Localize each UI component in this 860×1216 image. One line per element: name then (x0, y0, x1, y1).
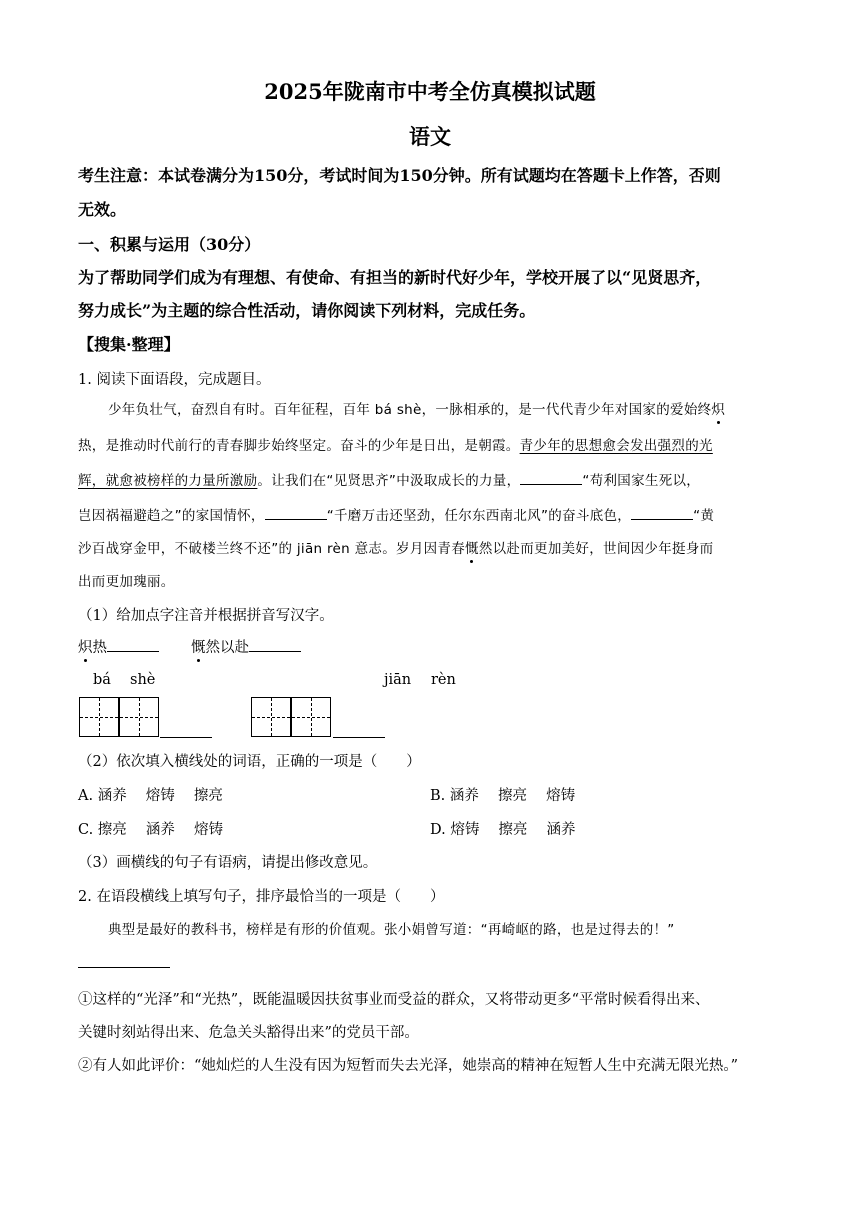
grid-underline-1 (160, 737, 212, 738)
passage-line-6: 出而更加瑰丽。 (78, 574, 175, 590)
q2-item-1b: 关键时刻站得出来、危急关头豁得出来”的党员干部。 (78, 1025, 419, 1041)
passage-line-5 (78, 537, 713, 557)
dotted-char-chi-2: 炽 (78, 640, 93, 656)
passage-line-5-end: 然以赴而更加美好，世间因少年挺身而 (478, 541, 714, 557)
section-intro-1: 为了帮助同学们成为有理想、有使命、有担当的新时代好少年，学校开展了以“见贤思齐， (78, 268, 712, 287)
q2-item-2: ②有人如此评价：“她灿烂的人生没有因为短暂而失去光泽，她崇高的精神在短暂人生中充满无限光热。” (78, 1058, 739, 1074)
writing-grid-3[interactable] (251, 697, 291, 737)
q2-passage: 典型是最好的教科书，榜样是有形的价值观。张小娟曾写道：“再崎岖的路，也是过得去的！” (108, 922, 675, 938)
passage-line-5-text: 沙百战穿金甲，不破楼兰终不还”的 jiān rèn 意志。岁月因青春 (78, 541, 466, 557)
option-d[interactable]: D. 熔铸 擦亮 涵养 (430, 822, 576, 838)
q2-stem: 2. 在语段横线上填写句子，排序最恰当的一项是（ ） (78, 889, 445, 905)
answer-blank-chi (107, 639, 159, 652)
word-kairan (191, 636, 301, 657)
word-kairan-rest: 然以赴 (205, 640, 249, 656)
passage-line-1-text: 少年负壮气，奋烈自有时。百年征程，百年 bá shè，一脉相承的，是一代代青少年对国家的爱始终 (108, 402, 712, 418)
subject-title: 语文 (409, 124, 451, 149)
answer-blank-kai (249, 639, 301, 652)
fill-blank-2 (265, 507, 327, 520)
passage-line-1 (108, 398, 725, 418)
passage-line-4 (78, 504, 714, 524)
fill-blank-3 (631, 507, 693, 520)
pinyin-ba: bá (93, 672, 111, 688)
pinyin-she: shè (130, 672, 156, 688)
writing-grid-1[interactable] (79, 697, 119, 737)
dotted-char-kai-2: 慨 (191, 640, 206, 656)
q1-stem: 1. 阅读下面语段，完成题目。 (78, 372, 271, 388)
passage-line-3-quote: “苟利国家生死以， (582, 473, 701, 489)
word-chire-rest: 热 (92, 640, 107, 656)
faulty-sentence-part-1: 青少年的思想愈会发出强烈的光 (519, 438, 713, 454)
passage-line-2 (78, 434, 713, 454)
pinyin-jian: jiān (384, 672, 412, 688)
passage-line-2-text: 热，是推动时代前行的青春脚步始终坚定。奋斗的少年是日出，是朝霞。 (78, 438, 520, 454)
q2-item-1a: ①这样的“光泽”和“光热”，既能温暖因扶贫事业而受益的群众，又将带动更多“平常时候看得出来、 (78, 992, 710, 1008)
writing-grid-2[interactable] (119, 697, 159, 737)
passage-line-4-text: 岂因祸福避趋之”的家国情怀， (78, 508, 265, 524)
option-a[interactable]: A. 涵养 熔铸 擦亮 (78, 788, 223, 804)
notice-line-2: 无效。 (78, 200, 127, 219)
faulty-sentence-part-2: 辉，就愈被榜样的力量所激励 (78, 473, 258, 489)
blank-line (78, 967, 170, 968)
option-c[interactable]: C. 擦亮 涵养 熔铸 (78, 822, 224, 838)
dotted-char-chi: 炽 (711, 402, 726, 418)
exam-title: 2025年陇南市中考全仿真模拟试题 (264, 79, 596, 104)
passage-line-3-text: 。让我们在“见贤思齐”中汲取成长的力量， (257, 473, 521, 489)
q1-sub2: （2）依次填入横线处的词语，正确的一项是（ ） (78, 754, 421, 770)
notice-line-1: 考生注意：本试卷满分为150分，考试时间为150分钟。所有试题均在答题卡上作答，否则 (78, 166, 721, 185)
passage-line-4-quote: “千磨万击还坚劲，任尔东西南北风”的奋斗底色， (326, 508, 632, 524)
option-b[interactable]: B. 涵养 擦亮 熔铸 (430, 788, 576, 804)
passage-line-4-end: “黄 (693, 508, 715, 524)
section-intro-2: 努力成长”为主题的综合性活动，请你阅读下列材料，完成任务。 (78, 301, 536, 320)
writing-grid-4[interactable] (291, 697, 331, 737)
q1-sub1: （1）给加点字注音并根据拼音写汉字。 (78, 608, 334, 624)
pinyin-ren: rèn (431, 672, 456, 688)
passage-line-3 (78, 469, 700, 489)
q1-sub3: （3）画横线的句子有语病，请提出修改意见。 (78, 855, 378, 871)
section-heading: 一、积累与运用（30分） (78, 235, 261, 254)
dotted-char-kai: 慨 (465, 541, 479, 557)
grid-underline-2 (333, 737, 385, 738)
fill-blank-1 (520, 472, 582, 485)
section-subheading: 【搜集·整理】 (78, 335, 180, 354)
word-chire (78, 636, 159, 657)
